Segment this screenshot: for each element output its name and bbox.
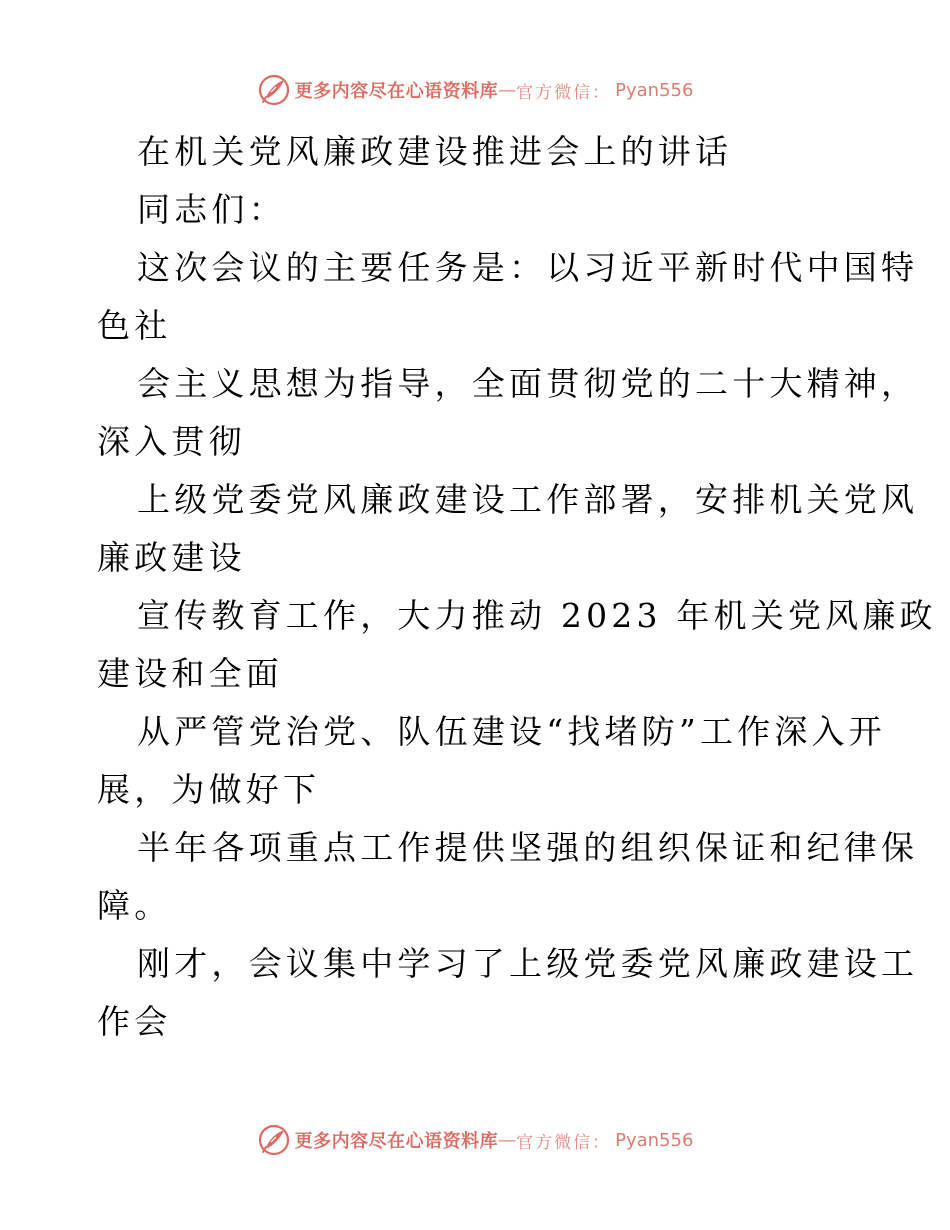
paragraph-line: 上级党委党风廉政建设工作部署，安排机关党风 xyxy=(137,480,919,519)
paragraph-continuation: 廉政建设 xyxy=(97,538,246,577)
paragraph-continuation: 建设和全面 xyxy=(97,654,283,693)
document-title: 在机关党风廉政建设推进会上的讲话 xyxy=(137,132,733,171)
watermark-label: 官方微信： xyxy=(516,1132,612,1153)
salutation: 同志们： xyxy=(137,190,286,229)
paragraph-continuation: 障。 xyxy=(97,886,172,925)
paragraph-line: 刚才，会议集中学习了上级党委党风廉政建设工 xyxy=(137,944,919,983)
paragraph-line: 会主义思想为指导，全面贯彻党的二十大精神， xyxy=(137,364,919,403)
paragraph-continuation: 深入贯彻 xyxy=(97,422,246,461)
watermark-label: 官方微信： xyxy=(516,82,612,103)
document-body xyxy=(97,123,937,1051)
watermark-wechat-id: Pyan556 xyxy=(615,79,694,101)
watermark-separator: — xyxy=(498,79,517,101)
watermark-wechat-id: Pyan556 xyxy=(615,1129,694,1151)
watermark-brand-text: 更多内容尽在心语资料库 xyxy=(294,1131,499,1152)
paragraph-continuation: 展，为做好下 xyxy=(97,770,321,809)
paragraph-continuation: 色社 xyxy=(97,306,172,345)
paragraph-line: 这次会议的主要任务是：以习近平新时代中国特 xyxy=(137,248,919,287)
footer-watermark xyxy=(0,1120,950,1160)
paragraph-line: 从严管党治党、队伍建设“找堵防”工作深入开 xyxy=(137,712,886,751)
paragraph-line: 宣传教育工作，大力推动 2023 年机关党风廉政 xyxy=(137,596,937,635)
watermark-brand-text: 更多内容尽在心语资料库 xyxy=(294,81,499,102)
watermark-separator: — xyxy=(498,1129,517,1151)
quill-pen-logo-icon xyxy=(257,73,291,107)
paragraph-continuation: 作会 xyxy=(97,1002,172,1041)
header-watermark xyxy=(0,70,950,110)
quill-pen-logo-icon xyxy=(257,1123,291,1157)
paragraph-line: 半年各项重点工作提供坚强的组织保证和纪律保 xyxy=(137,828,919,867)
